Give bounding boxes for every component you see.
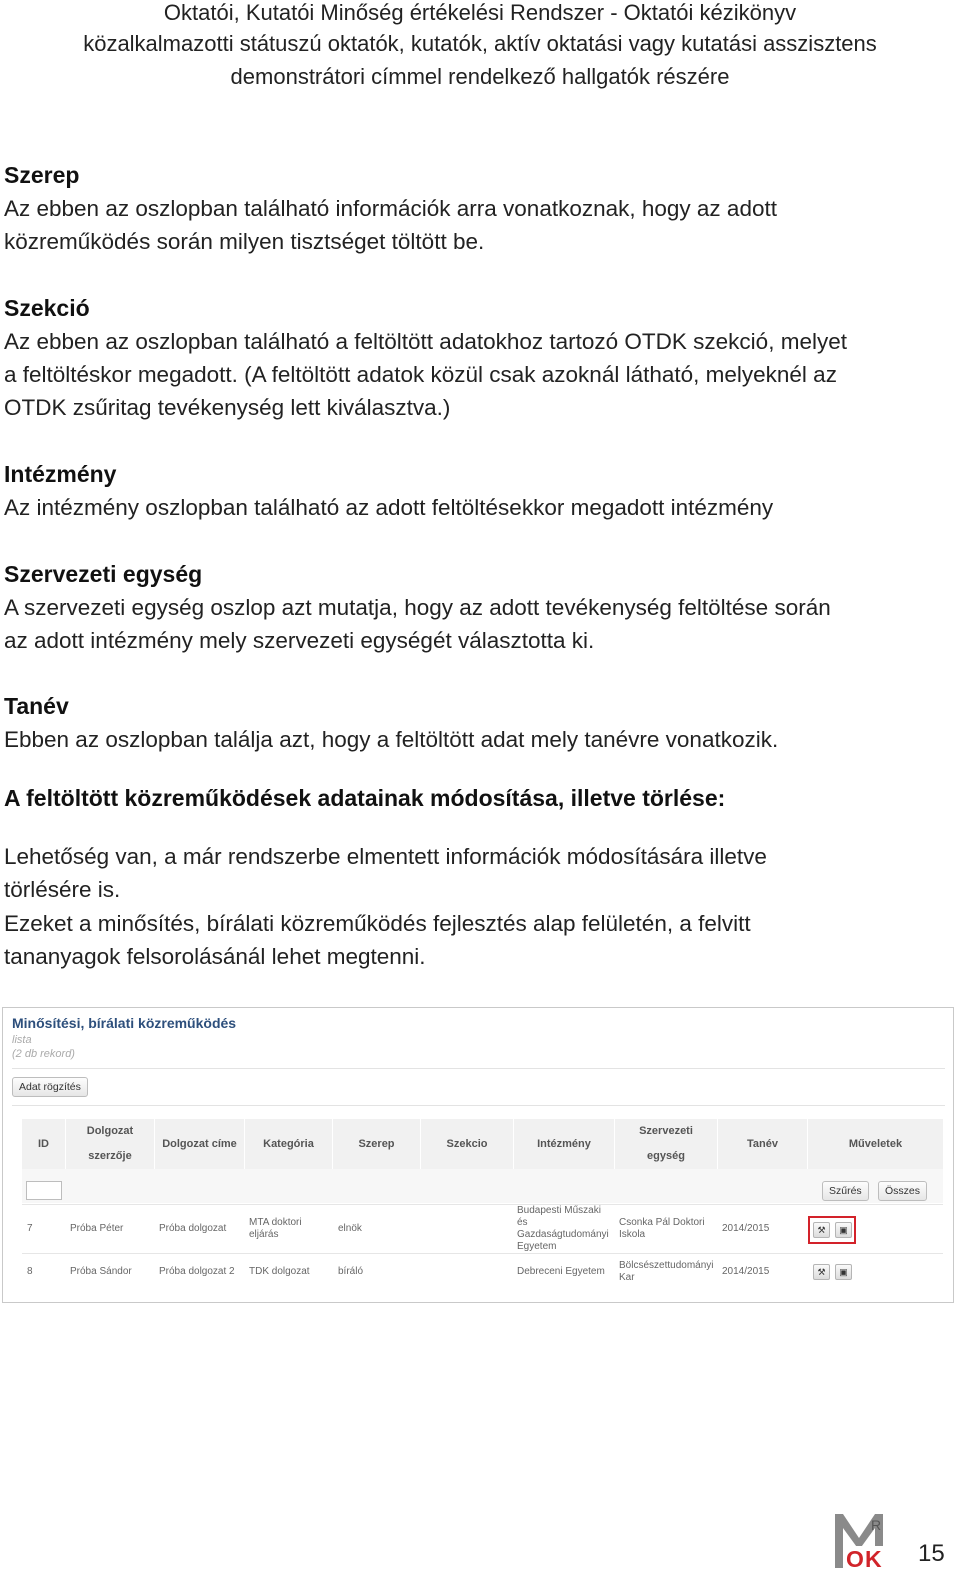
delete-icon[interactable]: ▣ [835,1264,852,1280]
column-header-id[interactable]: ID [22,1119,66,1169]
column-header-text: Dolgozat [86,1125,134,1137]
cell-id: 8 [27,1266,33,1277]
cell-year: 2014/2015 [722,1266,770,1277]
paragraph-line: tananyagok felsorolásánál lehet megtenni. [4,944,426,969]
edit-icon[interactable]: ⚒ [813,1222,830,1238]
paragraph-line: OTDK zsűritag tevékenység lett kiválasztva.) [4,395,451,420]
column-header-section[interactable]: Szekcio [421,1119,514,1169]
divider [12,1068,945,1069]
column-header-category[interactable]: Kategória [245,1119,333,1169]
section-heading-intezmeny: Intézmény [4,461,117,487]
paragraph-line: közreműködés során milyen tisztséget töltött be. [4,229,485,254]
section-heading-tanev: Tanév [4,693,69,719]
column-header-actions: Műveletek [808,1119,943,1169]
header-line-2: közalkalmazotti státuszú oktatók, kutatók, aktív oktatási vagy kutatási asszisztens [83,31,877,56]
delete-icon[interactable]: ▣ [835,1222,852,1238]
column-header-institution[interactable]: Intézmény [514,1119,615,1169]
column-header-text: egység [647,1150,685,1162]
column-header-text: szerzője [88,1150,132,1162]
paragraph-line: Lehetőség van, a már rendszerbe elmentett információk módosítására illetve [4,844,767,869]
header-line-3: demonstrátori címmel rendelkező hallgatók részére [230,64,730,89]
column-header-author[interactable] [66,1119,155,1169]
svg-text:R: R [871,1517,882,1533]
panel-title: Minősítési, bírálati közreműködés [12,1015,237,1031]
table-row [22,1204,943,1253]
table-row [22,1253,943,1292]
record-count: (2 db rekord) [12,1048,75,1060]
panel-subtitle: lista [12,1034,32,1046]
column-header-year[interactable]: Tanév [718,1119,808,1169]
cell-title: Próba dolgozat 2 [159,1266,235,1277]
section-heading-szerep: Szerep [4,162,80,188]
cell-category: TDK dolgozat [249,1266,310,1277]
svg-text:O: O [846,1546,864,1568]
cell-institution: Debreceni Egyetem [517,1266,605,1277]
header-line-1: Oktatói, Kutatói Minőség értékelési Rendszer - Oktatói kézikönyv [163,0,797,25]
column-header-title[interactable]: Dolgozat címe [155,1119,245,1169]
mrok-logo [833,1508,901,1568]
cell-institution: Budapesti Műszaki és Gazdaságtudományi Egyetem [517,1205,609,1252]
svg-text:K: K [865,1546,882,1568]
paragraph-line: Az ebben az oszlopban található információk arra vonatkoznak, hogy az adott [4,196,777,221]
filter-button[interactable]: Szűrés [822,1181,869,1201]
paragraph-line: Az intézmény oszlopban található az adott feltöltésekkor megadott intézmény [4,495,774,520]
add-record-button[interactable]: Adat rögzítés [12,1077,88,1097]
page-number: 15 [918,1540,945,1567]
column-header-role[interactable]: Szerep [333,1119,421,1169]
section-heading-modositas: A feltöltött közreműködések adatainak módosítása, illetve törlése: [4,785,726,811]
cell-author: Próba Péter [70,1223,124,1234]
divider [12,1105,945,1106]
cell-role: bíráló [338,1266,364,1277]
highlight-box [808,1216,856,1244]
section-heading-szervezeti: Szervezeti egység [4,561,203,587]
cell-category: MTA doktori eljárás [249,1217,302,1240]
show-all-button[interactable]: Összes [878,1181,927,1201]
section-heading-szekcio: Szekció [4,295,90,321]
paragraph-line: a feltöltéskor megadott. (A feltöltött adatok közül csak azoknál látható, melyeknél az [4,362,837,387]
paragraph-line: törlésére is. [4,877,121,902]
app-screenshot [2,1007,954,1303]
cell-author: Próba Sándor [70,1266,132,1277]
cell-title: Próba dolgozat [159,1223,227,1234]
paragraph-line: Ezeket a minősítés, bírálati közreműködés fejlesztés alap felületén, a felvitt [4,911,751,936]
cell-role: elnök [338,1223,362,1234]
filter-row [22,1169,943,1203]
cell-year: 2014/2015 [722,1223,770,1234]
edit-icon[interactable]: ⚒ [813,1264,830,1280]
id-filter-input[interactable] [26,1181,62,1200]
cell-unit: Bölcsészettudományi Kar [619,1260,714,1283]
paragraph-line: A szervezeti egység oszlop azt mutatja, hogy az adott tevékenység feltöltése során [4,595,831,620]
column-header-text: Szervezeti [639,1125,693,1137]
paragraph-line: Az ebben az oszlopban található a feltöltött adatokhoz tartozó OTDK szekció, melyet [4,329,847,354]
paragraph-line: az adott intézmény mely szervezeti egységét választotta ki. [4,628,595,653]
column-header-unit[interactable] [615,1119,718,1169]
cell-id: 7 [27,1223,33,1234]
paragraph-line: Ebben az oszlopban találja azt, hogy a feltöltött adat mely tanévre vonatkozik. [4,727,779,752]
cell-unit: Csonka Pál Doktori Iskola [619,1217,705,1240]
